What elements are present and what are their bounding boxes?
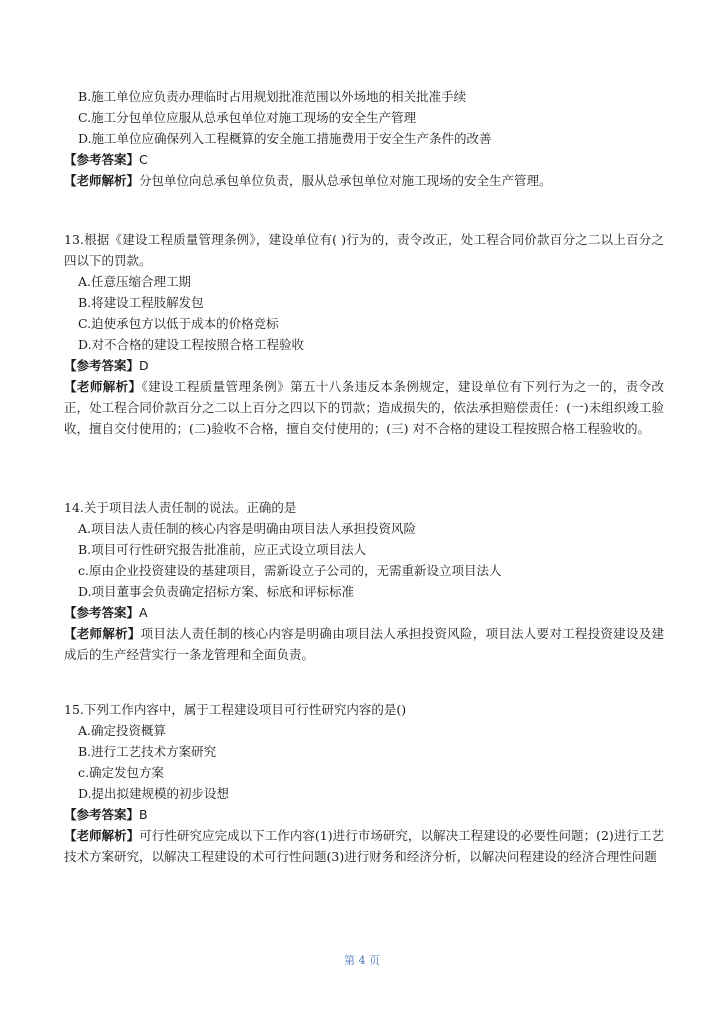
answer-row bbox=[64, 149, 664, 170]
option-a: A.任意压缩合理工期 bbox=[78, 274, 192, 289]
answer-row bbox=[64, 804, 664, 825]
analysis-text: 分包单位向总承包单位负责，服从总承包单位对施工现场的安全生产管理。 bbox=[139, 173, 552, 188]
analysis-text: 项目法人责任制的核心内容是明确由项目法人承担投资风险，项目法人要对工程投资建设及建成后的生产经营实行一条龙管理和全面负责。 bbox=[64, 626, 664, 662]
question-14 bbox=[64, 497, 664, 665]
question-stem: 13.根据《建设工程质量管理条例》，建设单位有( )行为的，责令改正，处工程合同价款百分之二以上百分之四以下的罚款。 bbox=[64, 232, 664, 268]
analysis-label: 【老师解析】 bbox=[64, 626, 141, 641]
answer-value: C bbox=[139, 152, 148, 167]
analysis-label: 【老师解析】 bbox=[64, 828, 140, 843]
analysis-row bbox=[64, 825, 664, 867]
question-13 bbox=[64, 229, 664, 439]
option-c: C.迫使承包方以低于成本的价格竞标 bbox=[78, 316, 279, 331]
option-d: D.项目董事会负责确定招标方案、标底和评标标准 bbox=[78, 584, 355, 599]
answer-label: 【参考答案】 bbox=[64, 807, 140, 822]
analysis-label: 【老师解析】 bbox=[64, 379, 142, 394]
option-d: D.施工单位应确保列入工程概算的安全施工措施费用于安全生产条件的改善 bbox=[78, 131, 492, 146]
question-12-tail bbox=[64, 86, 664, 191]
answer-row bbox=[64, 602, 664, 623]
answer-value: B bbox=[139, 807, 148, 822]
option-c: c.原由企业投资建设的基建项目，需新设立子公司的，无需重新设立项目法人 bbox=[78, 563, 502, 578]
option-a: A.确定投资概算 bbox=[78, 723, 167, 738]
option-b: B.项目可行性研究报告批准前，应正式设立项目法人 bbox=[78, 542, 367, 557]
answer-row bbox=[64, 355, 664, 376]
question-stem: 15.下列工作内容中，属于工程建设项目可行性研究内容的是() bbox=[64, 702, 407, 717]
option-b: B.施工单位应负责办理临时占用规划批准范围以外场地的相关批准手续 bbox=[78, 89, 467, 104]
analysis-text: 《建设工程质量管理条例》第五十八条违反本条例规定，建设单位有下列行为之一的，责令改正，处工程合同价款百分之二以上百分之四以下的罚款；造成损失的，依法承担赔偿责任：(一)未组织竣工验收，擅自交付使用的；(二)验收不合格，擅自交付使用的；(三) 对不合格的建设工程按照合格工程验收的。 bbox=[64, 379, 664, 436]
answer-value: D bbox=[139, 358, 149, 373]
answer-value: A bbox=[139, 605, 148, 620]
option-c: C.施工分包单位应服从总承包单位对施工现场的安全生产管理 bbox=[78, 110, 417, 125]
analysis-label: 【老师解析】 bbox=[64, 173, 140, 188]
option-d: D.提出拟建规模的初步设想 bbox=[78, 786, 230, 801]
option-b: B.进行工艺技术方案研究 bbox=[78, 744, 217, 759]
analysis-row bbox=[64, 623, 664, 665]
option-a: A.项目法人责任制的核心内容是明确由项目法人承担投资风险 bbox=[78, 521, 417, 536]
answer-label: 【参考答案】 bbox=[64, 605, 140, 620]
analysis-row bbox=[64, 376, 664, 439]
option-c: c.确定发包方案 bbox=[78, 765, 164, 780]
option-b: B.将建设工程肢解发包 bbox=[78, 295, 204, 310]
option-d: D.对不合格的建设工程按照合格工程验收 bbox=[78, 337, 305, 352]
analysis-text: 可行性研究应完成以下工作内容(1)进行市场研究，以解决工程建设的必要性问题；(2)进行工艺技术方案研究，以解决工程建设的术可行性问题(3)进行财务和经济分析，以解决问程建设的经济合理性问题 bbox=[64, 828, 664, 864]
answer-label: 【参考答案】 bbox=[64, 152, 140, 167]
analysis-row bbox=[64, 170, 664, 191]
question-stem: 14.关于项目法人责任制的说法。正确的是 bbox=[64, 500, 297, 515]
page-number: 第 4 页 bbox=[344, 954, 380, 967]
question-15 bbox=[64, 699, 664, 867]
answer-label: 【参考答案】 bbox=[64, 358, 140, 373]
